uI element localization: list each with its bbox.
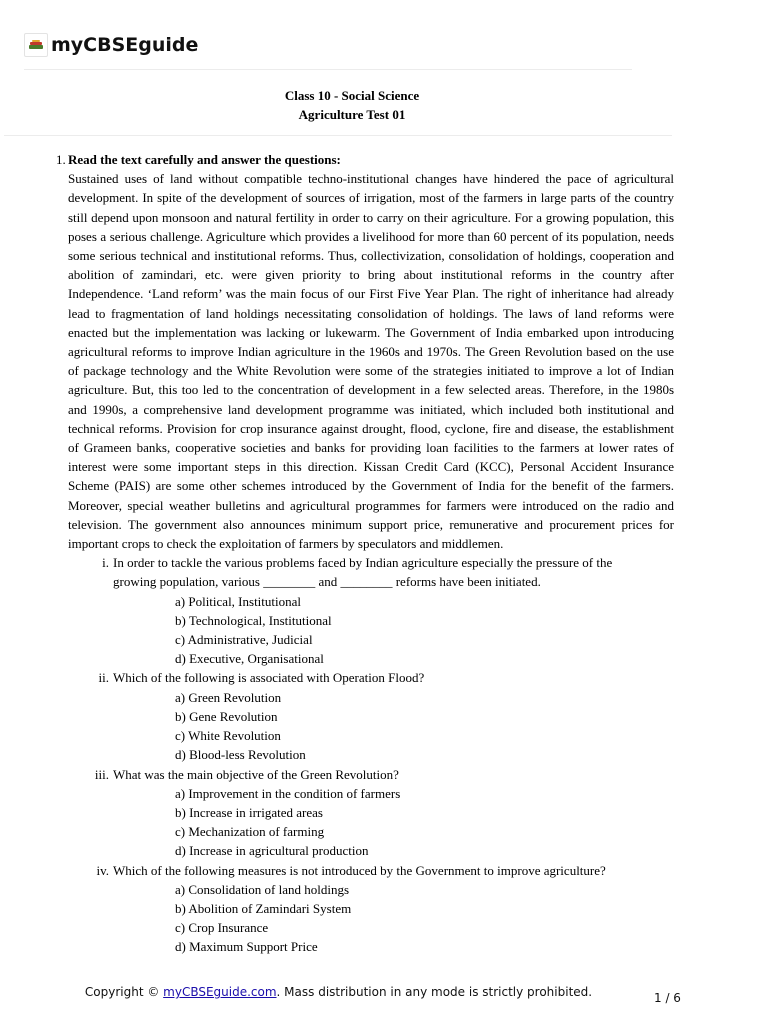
- option: b) Increase in irrigated areas: [175, 804, 323, 820]
- subquestion-text: In order to tackle the various problems faced by Indian agriculture especially the pressure of the growing population, various ________ and ________ reforms have been initiated.: [113, 555, 613, 590]
- page-title: [0, 86, 704, 124]
- subquestion: [68, 861, 674, 957]
- subquestion-number: iv.: [96, 862, 109, 878]
- option: c) Administrative, Judicial: [175, 632, 313, 648]
- option: b) Technological, Institutional: [175, 612, 332, 628]
- copyright-prefix: Copyright ©: [84, 985, 164, 999]
- footer-copyright: [0, 985, 677, 999]
- title-test: Agriculture Test 01: [298, 107, 406, 122]
- option: d) Increase in agricultural production: [175, 843, 369, 859]
- subquestion-number: ii.: [98, 670, 109, 686]
- subquestion-text: Which of the following measures is not introduced by the Government to improve agriculture?: [113, 862, 606, 878]
- option: c) Crop Insurance: [175, 920, 269, 936]
- title-class: Class 10 - Social Science: [284, 88, 420, 103]
- subquestion: [68, 668, 674, 764]
- header: [24, 30, 198, 60]
- option: a) Political, Institutional: [175, 593, 302, 609]
- option: d) Maximum Support Price: [175, 939, 318, 955]
- option: b) Gene Revolution: [175, 708, 278, 724]
- subquestion: [68, 765, 674, 861]
- subquestion-number: iii.: [94, 766, 109, 782]
- option: c) White Revolution: [175, 728, 281, 744]
- book-logo-icon: [24, 33, 48, 57]
- option: d) Executive, Organisational: [175, 651, 324, 667]
- title-divider: [4, 135, 672, 136]
- option: d) Blood-less Revolution: [175, 747, 306, 763]
- option: a) Consolidation of land holdings: [175, 881, 350, 897]
- header-divider: [24, 69, 632, 70]
- question-number: 1.: [56, 152, 66, 167]
- option: b) Abolition of Zamindari System: [175, 900, 352, 916]
- option: a) Green Revolution: [175, 689, 282, 705]
- question-heading: [56, 150, 674, 169]
- copyright-suffix: . Mass distribution in any mode is strictly prohibited.: [276, 985, 593, 999]
- option: a) Improvement in the condition of farmers: [175, 785, 401, 801]
- option: c) Mechanization of farming: [175, 824, 325, 840]
- subquestion-number: i.: [102, 555, 109, 571]
- question-block: [56, 150, 674, 957]
- page-number: 1 / 6: [654, 991, 681, 1005]
- site-link[interactable]: myCBSEguide.com: [163, 985, 277, 999]
- subquestion-text: Which of the following is associated with Operation Flood?: [113, 670, 425, 686]
- brand-name[interactable]: myCBSEguide: [51, 34, 199, 56]
- subquestion-text: What was the main objective of the Green Revolution?: [113, 766, 399, 782]
- passage-text: Sustained uses of land without compatible techno-institutional changes have hindered the pace of agricultural development. In spite of the development of sources of irrigation, most of the farmers in large parts of the country still depend upon monsoon and natural fertility in order to carry on their agriculture. For a growing population, this poses a serious challenge. Agriculture which provides a livelihood for more than 60 percent of its population, needs some serious technical and institutional reforms. Thus, collectivization, consolidation of holdings, cooperation and abolition of zamindari, etc. were given priority to bring about institutional reforms in the country after Independence. ‘Land reform’ was the main focus of our First Five Year Plan. The right of inheritance had already lead to fragmentation of land holdings necessitating consolidation of holdings. The laws of land reforms were enacted but the implementation was lacking or lukewarm. The Government of India embarked upon introducing agricultural reforms to improve Indian agriculture in the 1960s and 1970s. The Green Revolution based on the use of package technology and the White Revolution were some of the strategies initiated to improve a lot of Indian agriculture. But, this too led to the concentration of development in a few selected areas. Therefore, in the 1980s and 1990s, a comprehensive land development programme was initiated, which included both institutional and technical reforms. Provision for crop insurance against drought, flood, cyclone, fire and disease, the establishment of Grameen banks, cooperative societies and banks for providing loan facilities to the farmers at lower rates of interest were some important steps in this direction. Kissan Credit Card (KCC), Personal Accident Insurance Scheme (PAIS) are some other schemes introduced by the Government of India for the benefit of the farmers. Moreover, special weather bulletins and agricultural programmes for farmers were introduced on the radio and television. The government also announces minimum support price, remunerative and procurement prices for important crops to check the exploitation of farmers by speculators and middlemen.: [68, 171, 674, 552]
- question-heading-text: Read the text carefully and answer the questions:: [68, 152, 341, 167]
- subquestion: [68, 553, 674, 668]
